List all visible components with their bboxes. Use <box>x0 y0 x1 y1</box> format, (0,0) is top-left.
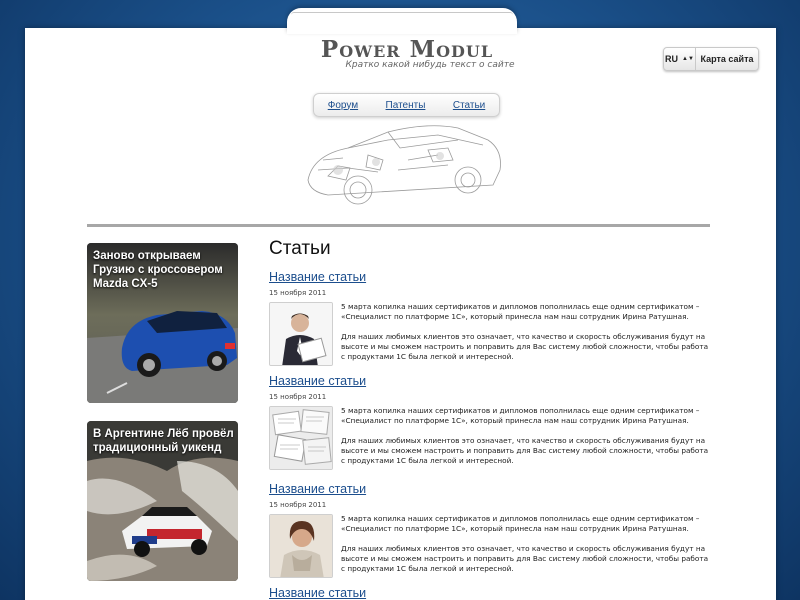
article-date: 15 ноября 2011 <box>269 393 327 401</box>
article-paragraph: 5 марта копилка наших сертификатов и дипломов пополнилась еще одним сертификатом – «Специалист по платформе 1С», который принесла нам наш сотрудник Ирина Ратушная. <box>341 514 700 533</box>
article-item <box>269 586 709 600</box>
nav-item-articles[interactable]: Статьи <box>452 99 486 111</box>
article-date: 15 ноября 2011 <box>269 289 327 297</box>
main-nav <box>313 93 500 117</box>
car-sketch-illustration <box>288 110 518 210</box>
promo-rally[interactable] <box>87 421 238 581</box>
article-item <box>269 374 709 470</box>
article-title-link[interactable]: Название статьи <box>269 270 367 284</box>
article-item <box>269 482 709 578</box>
nav-item-forum[interactable]: Форум <box>327 99 359 111</box>
nav-item-patents[interactable]: Патенты <box>385 99 426 111</box>
promo-title-mazda: Заново открываем Грузию с кроссовером Mazda CX-5 <box>93 250 223 290</box>
site-tagline: Кратко какой нибудь текст о сайте <box>345 60 515 70</box>
language-select[interactable] <box>664 48 696 70</box>
article-paragraph: Для наших любимых клиентов это означает, что качество и скорость обслуживания будут на высоте и мы сможем настроить и поправить для Вас систему любой сложности, чтобы работа с продуктами 1С была легкой и интересной. <box>341 544 709 573</box>
header-divider <box>87 224 710 227</box>
sitemap-button[interactable]: Карта сайта <box>700 54 754 64</box>
promo-mazda[interactable] <box>87 243 238 403</box>
article-thumbnail[interactable] <box>269 406 333 470</box>
article-title-link[interactable]: Название статьи <box>269 374 367 388</box>
article-paragraph: Для наших любимых клиентов это означает, что качество и скорость обслуживания будут на высоте и мы сможем настроить и поправить для Вас систему любой сложности, чтобы работа с продуктами 1С была легкой и интересной. <box>341 332 709 361</box>
article-title-link[interactable]: Название статьи <box>269 482 367 496</box>
page-title: Статьи <box>269 238 331 259</box>
select-arrows-icon: ▲▼ <box>682 55 694 62</box>
article-date: 15 ноября 2011 <box>269 501 327 509</box>
language-value: RU <box>665 54 679 64</box>
article-thumbnail[interactable] <box>269 514 333 578</box>
site-logo[interactable]: Power Modul <box>320 36 494 63</box>
article-item <box>269 270 709 366</box>
article-thumbnail[interactable] <box>269 302 333 366</box>
header-tab <box>287 8 517 34</box>
promo-title-rally: В Аргентине Лёб провёл традиционный уикенд <box>93 428 234 454</box>
article-paragraph: 5 марта копилка наших сертификатов и дипломов пополнилась еще одним сертификатом – «Специалист по платформе 1С», который принесла нам наш сотрудник Ирина Ратушная. <box>341 302 700 321</box>
article-paragraph: 5 марта копилка наших сертификатов и дипломов пополнилась еще одним сертификатом – «Специалист по платформе 1С», который принесла нам наш сотрудник Ирина Ратушная. <box>341 406 700 425</box>
article-paragraph: Для наших любимых клиентов это означает, что качество и скорость обслуживания будут на высоте и мы сможем настроить и поправить для Вас систему любой сложности, чтобы работа с продуктами 1С была легкой и интересной. <box>341 436 709 465</box>
header-controls <box>663 47 759 71</box>
article-title-link[interactable]: Название статьи <box>269 586 367 600</box>
